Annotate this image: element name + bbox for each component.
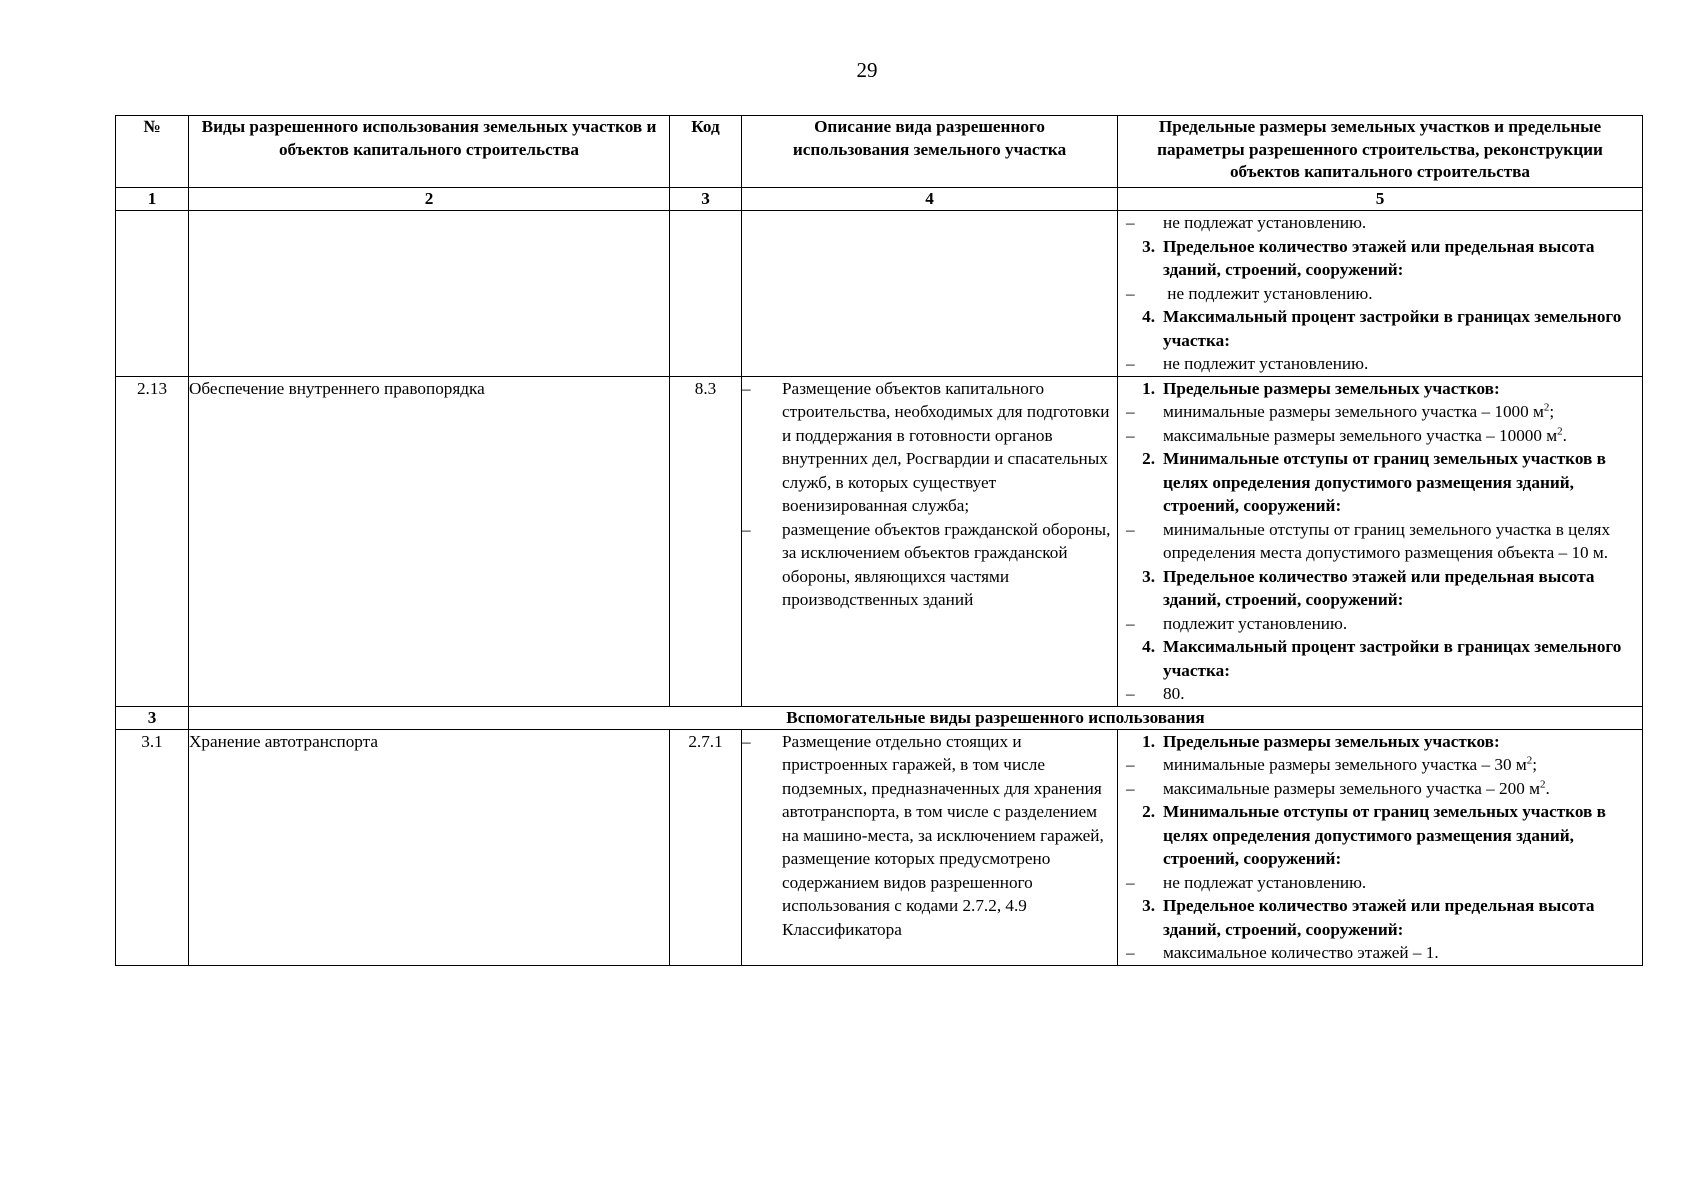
cell-parameters bbox=[1118, 376, 1643, 706]
dash-marker: – bbox=[1126, 755, 1135, 774]
cell-num bbox=[116, 211, 189, 377]
dash-marker: – bbox=[1126, 425, 1135, 445]
param-heading: Предельное количество этажей или предельная высота зданий, строений, сооружений: bbox=[1163, 896, 1595, 939]
param-heading: Предельные размеры земельных участков: bbox=[1163, 731, 1500, 751]
cell-num: 2.13 bbox=[116, 376, 189, 706]
param-heading: Максимальный процент застройки в границах земельного участка: bbox=[1163, 637, 1622, 680]
table-row-3-1 bbox=[116, 729, 1643, 965]
column-number: 4 bbox=[742, 188, 1118, 211]
dash-marker: – bbox=[742, 731, 751, 751]
table-row-continued bbox=[116, 211, 1643, 377]
list-number: 3. bbox=[1142, 566, 1155, 586]
dash-marker: – bbox=[1126, 943, 1135, 962]
cell-name: Обеспечение внутреннего правопорядка bbox=[189, 376, 670, 706]
column-number: 3 bbox=[670, 188, 742, 211]
param-heading: Предельные размеры земельных участков: bbox=[1163, 378, 1500, 398]
dash-marker: – bbox=[1126, 283, 1135, 303]
dash-marker: – bbox=[1126, 402, 1135, 421]
column-number: 2 bbox=[189, 188, 670, 211]
cell-name: Хранение автотранспорта bbox=[189, 729, 670, 965]
param-heading: Максимальный процент застройки в границах земельного участка: bbox=[1163, 307, 1622, 350]
description-item: Размещение объектов капитального строительства, необходимых для подготовки и поддержания в готовности органов внутренних дел, Росгвардии и спасательных служб, в которых существует военизированная служба; bbox=[782, 378, 1110, 515]
param-item: минимальные размеры земельного участка – 1000 $м^2$; bbox=[1163, 401, 1555, 421]
param-item: не подлежат установлению. bbox=[1163, 213, 1367, 232]
cell-code: 8.3 bbox=[670, 376, 742, 706]
param-item: 80. bbox=[1163, 684, 1185, 703]
list-number: 1. bbox=[1142, 378, 1155, 398]
section-row bbox=[116, 706, 1643, 729]
column-number: 1 bbox=[116, 188, 189, 211]
land-use-table bbox=[115, 115, 1643, 966]
cell-code bbox=[670, 211, 742, 377]
dash-marker: – bbox=[742, 519, 751, 539]
dash-marker: – bbox=[1126, 613, 1135, 633]
param-item: подлежит установлению. bbox=[1163, 613, 1348, 633]
table-row-2-13 bbox=[116, 376, 1643, 706]
header-parameters: Предельные размеры земельных участков и предельные параметры разрешенного строительства, реконструкции объектов капитального строительства bbox=[1118, 116, 1643, 188]
list-number: 4. bbox=[1142, 307, 1155, 326]
list-number: 3. bbox=[1142, 896, 1155, 915]
param-heading: Предельное количество этажей или предельная высота зданий, строений, сооружений: bbox=[1163, 566, 1595, 609]
cell-name bbox=[189, 211, 670, 377]
dash-marker: – bbox=[1126, 684, 1135, 703]
param-item: минимальные размеры земельного участка – 30 $м^2$; bbox=[1163, 754, 1538, 774]
dash-marker: – bbox=[1126, 778, 1135, 798]
list-number: 2. bbox=[1142, 802, 1155, 821]
param-heading: Минимальные отступы от границ земельных участков в целях определения допустимого размещения зданий, строений, сооружений: bbox=[1163, 802, 1606, 868]
param-heading: Минимальные отступы от границ земельных участков в целях определения допустимого размещения зданий, строений, сооружений: bbox=[1163, 449, 1606, 515]
list-number: 3. bbox=[1142, 236, 1155, 256]
cell-parameters bbox=[1118, 211, 1643, 377]
header-code: Код bbox=[670, 116, 742, 188]
param-item: максимальные размеры земельного участка – 200 $м^2$. bbox=[1163, 777, 1550, 798]
dash-marker: – bbox=[742, 378, 751, 398]
description-item: размещение объектов гражданской обороны, за исключением объектов гражданской обороны, являющихся частями производственных зданий bbox=[782, 519, 1111, 609]
param-item: максимальное количество этажей – 1. bbox=[1163, 943, 1439, 962]
list-number: 1. bbox=[1142, 731, 1155, 751]
param-heading: Предельное количество этажей или предельная высота зданий, строений, сооружений: bbox=[1163, 236, 1595, 279]
dash-marker: – bbox=[1126, 354, 1135, 373]
cell-description bbox=[742, 729, 1118, 965]
param-item: не подлежит установлению. bbox=[1163, 283, 1373, 303]
cell-description bbox=[742, 211, 1118, 377]
param-item: не подлежат установлению. bbox=[1163, 872, 1367, 892]
header-no: № bbox=[116, 116, 189, 188]
section-number: 3 bbox=[116, 706, 189, 729]
cell-description bbox=[742, 376, 1118, 706]
dash-marker: – bbox=[1126, 519, 1135, 539]
list-number: 4. bbox=[1142, 637, 1155, 656]
column-number: 5 bbox=[1118, 188, 1643, 211]
column-numbers-row bbox=[116, 188, 1643, 211]
dash-marker: – bbox=[1126, 872, 1135, 892]
list-number: 2. bbox=[1142, 449, 1155, 468]
cell-num: 3.1 bbox=[116, 729, 189, 965]
param-item: минимальные отступы от границ земельного участка в целях определения места допустимого размещения объекта – 10 м. bbox=[1163, 519, 1611, 562]
header-types: Виды разрешенного использования земельных участков и объектов капитального строительства bbox=[189, 116, 670, 188]
page-number: 29 bbox=[856, 58, 878, 82]
cell-code: 2.7.1 bbox=[670, 729, 742, 965]
header-description: Описание вида разрешенного использования земельного участка bbox=[742, 116, 1118, 188]
cell-parameters bbox=[1118, 729, 1643, 965]
description-item: Размещение отдельно стоящих и пристроенных гаражей, в том числе подземных, предназначенных для хранения автотранспорта, в том числе с разделением на машино-места, за исключением гаражей, размещение которых предусмотрено содержанием видов разрешенного использования с кодами 2.7.2, 4.9 Классификатора bbox=[782, 731, 1104, 939]
table-header-row bbox=[116, 116, 1643, 188]
param-item: максимальные размеры земельного участка – 10000 $м^2$. bbox=[1163, 424, 1567, 445]
param-item: не подлежит установлению. bbox=[1163, 354, 1369, 373]
section-title: Вспомогательные виды разрешенного использования bbox=[189, 706, 1643, 729]
dash-marker: – bbox=[1126, 213, 1135, 232]
